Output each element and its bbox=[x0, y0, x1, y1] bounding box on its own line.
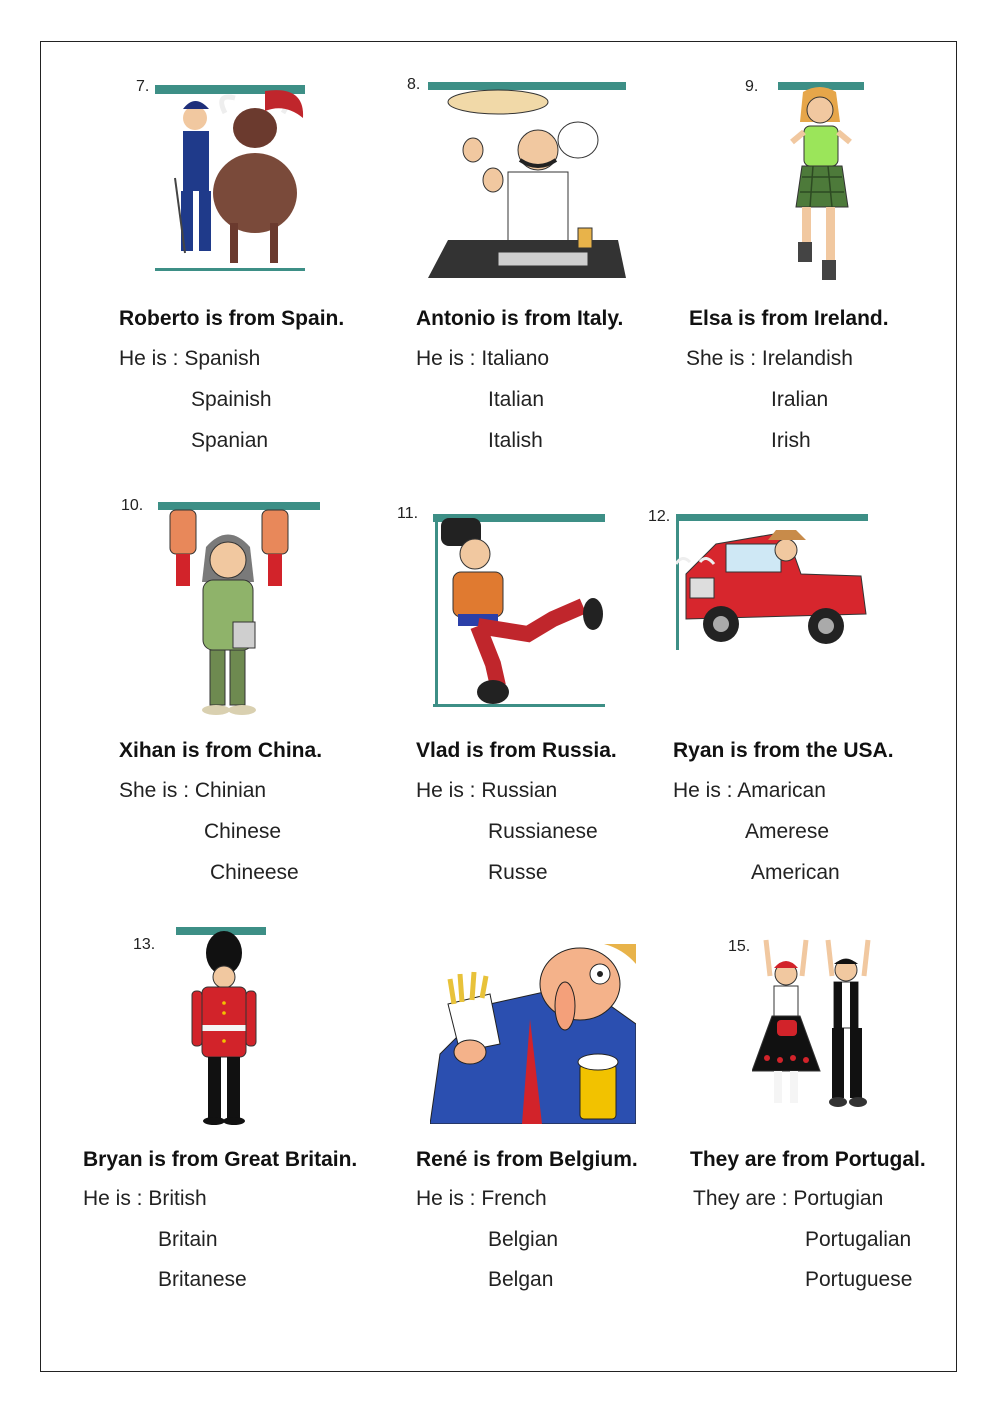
prompt-label: He is : bbox=[83, 1187, 149, 1210]
prompt-label: She is : bbox=[119, 779, 195, 802]
prompt-label: They are : bbox=[693, 1187, 794, 1210]
choice-3: Belgan bbox=[488, 1268, 554, 1291]
pizza-chef-illustration bbox=[428, 80, 626, 280]
choice-1: Amarican bbox=[737, 779, 826, 802]
choice-3: Italish bbox=[488, 429, 543, 452]
choice-prompt bbox=[416, 779, 557, 803]
choice-prompt bbox=[119, 779, 266, 803]
item-sentence: Vlad is from Russia. bbox=[416, 739, 617, 762]
item-sentence: They are from Portugal. bbox=[690, 1148, 926, 1171]
chinese-woman-illustration bbox=[158, 502, 320, 718]
item-number: 9. bbox=[745, 78, 759, 95]
item-sentence: René is from Belgium. bbox=[416, 1148, 638, 1171]
choice-3: Britanese bbox=[158, 1268, 247, 1291]
prompt-label: He is : bbox=[416, 779, 482, 802]
choice-2: Italian bbox=[488, 388, 545, 411]
prompt-label: He is : bbox=[119, 347, 185, 370]
item-sentence: Roberto is from Spain. bbox=[119, 307, 345, 330]
prompt-label: He is : bbox=[673, 779, 738, 802]
choice-2: Russianese bbox=[488, 820, 598, 843]
choice-prompt bbox=[119, 347, 260, 371]
choice-2: Belgian bbox=[488, 1228, 559, 1251]
item-number: 15. bbox=[728, 938, 751, 955]
choice-2: Chinese bbox=[204, 820, 282, 843]
folk-dancers-illustration bbox=[752, 936, 880, 1114]
prompt-label: He is : bbox=[416, 1187, 482, 1210]
prompt-label: She is : bbox=[686, 347, 762, 370]
item-sentence: Xihan is from China. bbox=[119, 739, 323, 762]
man-fries-beer-illustration bbox=[430, 944, 636, 1124]
choice-1: Irelandish bbox=[761, 347, 853, 370]
item-sentence: Elsa is from Ireland. bbox=[689, 307, 889, 330]
bullfighter-illustration bbox=[155, 83, 307, 273]
choice-3: American bbox=[751, 861, 840, 884]
choice-prompt bbox=[416, 347, 549, 371]
choice-2: Iralian bbox=[771, 388, 829, 411]
choice-1: French bbox=[481, 1187, 547, 1210]
royal-guard-illustration bbox=[176, 927, 268, 1127]
choice-1: Spanish bbox=[184, 347, 261, 370]
choice-1: Portugian bbox=[793, 1187, 884, 1210]
choice-2: Britain bbox=[158, 1228, 218, 1251]
item-number: 13. bbox=[133, 936, 156, 953]
item-sentence: Bryan is from Great Britain. bbox=[83, 1148, 358, 1171]
choice-3: Spanian bbox=[191, 429, 269, 452]
choice-prompt bbox=[693, 1187, 883, 1211]
cossack-dancer-illustration bbox=[433, 514, 605, 708]
choice-3: Chineese bbox=[210, 861, 299, 884]
choice-prompt bbox=[416, 1187, 547, 1211]
item-sentence: Antonio is from Italy. bbox=[416, 307, 624, 330]
choice-3: Portuguese bbox=[805, 1268, 913, 1291]
choice-1: Chinian bbox=[194, 779, 267, 802]
item-number: 10. bbox=[121, 497, 144, 514]
choice-prompt bbox=[83, 1187, 207, 1211]
choice-prompt bbox=[673, 779, 826, 803]
choice-1: Italiano bbox=[481, 347, 550, 370]
choice-3: Russe bbox=[488, 861, 548, 884]
irish-dancer-illustration bbox=[778, 82, 864, 284]
item-sentence: Ryan is from the USA. bbox=[673, 739, 894, 762]
item-number: 7. bbox=[136, 78, 150, 95]
item-number: 8. bbox=[407, 76, 421, 93]
item-number: 11. bbox=[397, 505, 419, 522]
cowboy-truck-illustration bbox=[676, 514, 868, 652]
item-number: 12. bbox=[648, 508, 671, 525]
choice-2: Amerese bbox=[745, 820, 830, 843]
choice-1: Russian bbox=[481, 779, 558, 802]
prompt-label: He is : bbox=[416, 347, 482, 370]
choice-prompt bbox=[686, 347, 853, 371]
choice-2: Spainish bbox=[191, 388, 272, 411]
choice-2: Portugalian bbox=[805, 1228, 912, 1251]
choice-3: Irish bbox=[771, 429, 811, 452]
choice-1: British bbox=[148, 1187, 207, 1210]
